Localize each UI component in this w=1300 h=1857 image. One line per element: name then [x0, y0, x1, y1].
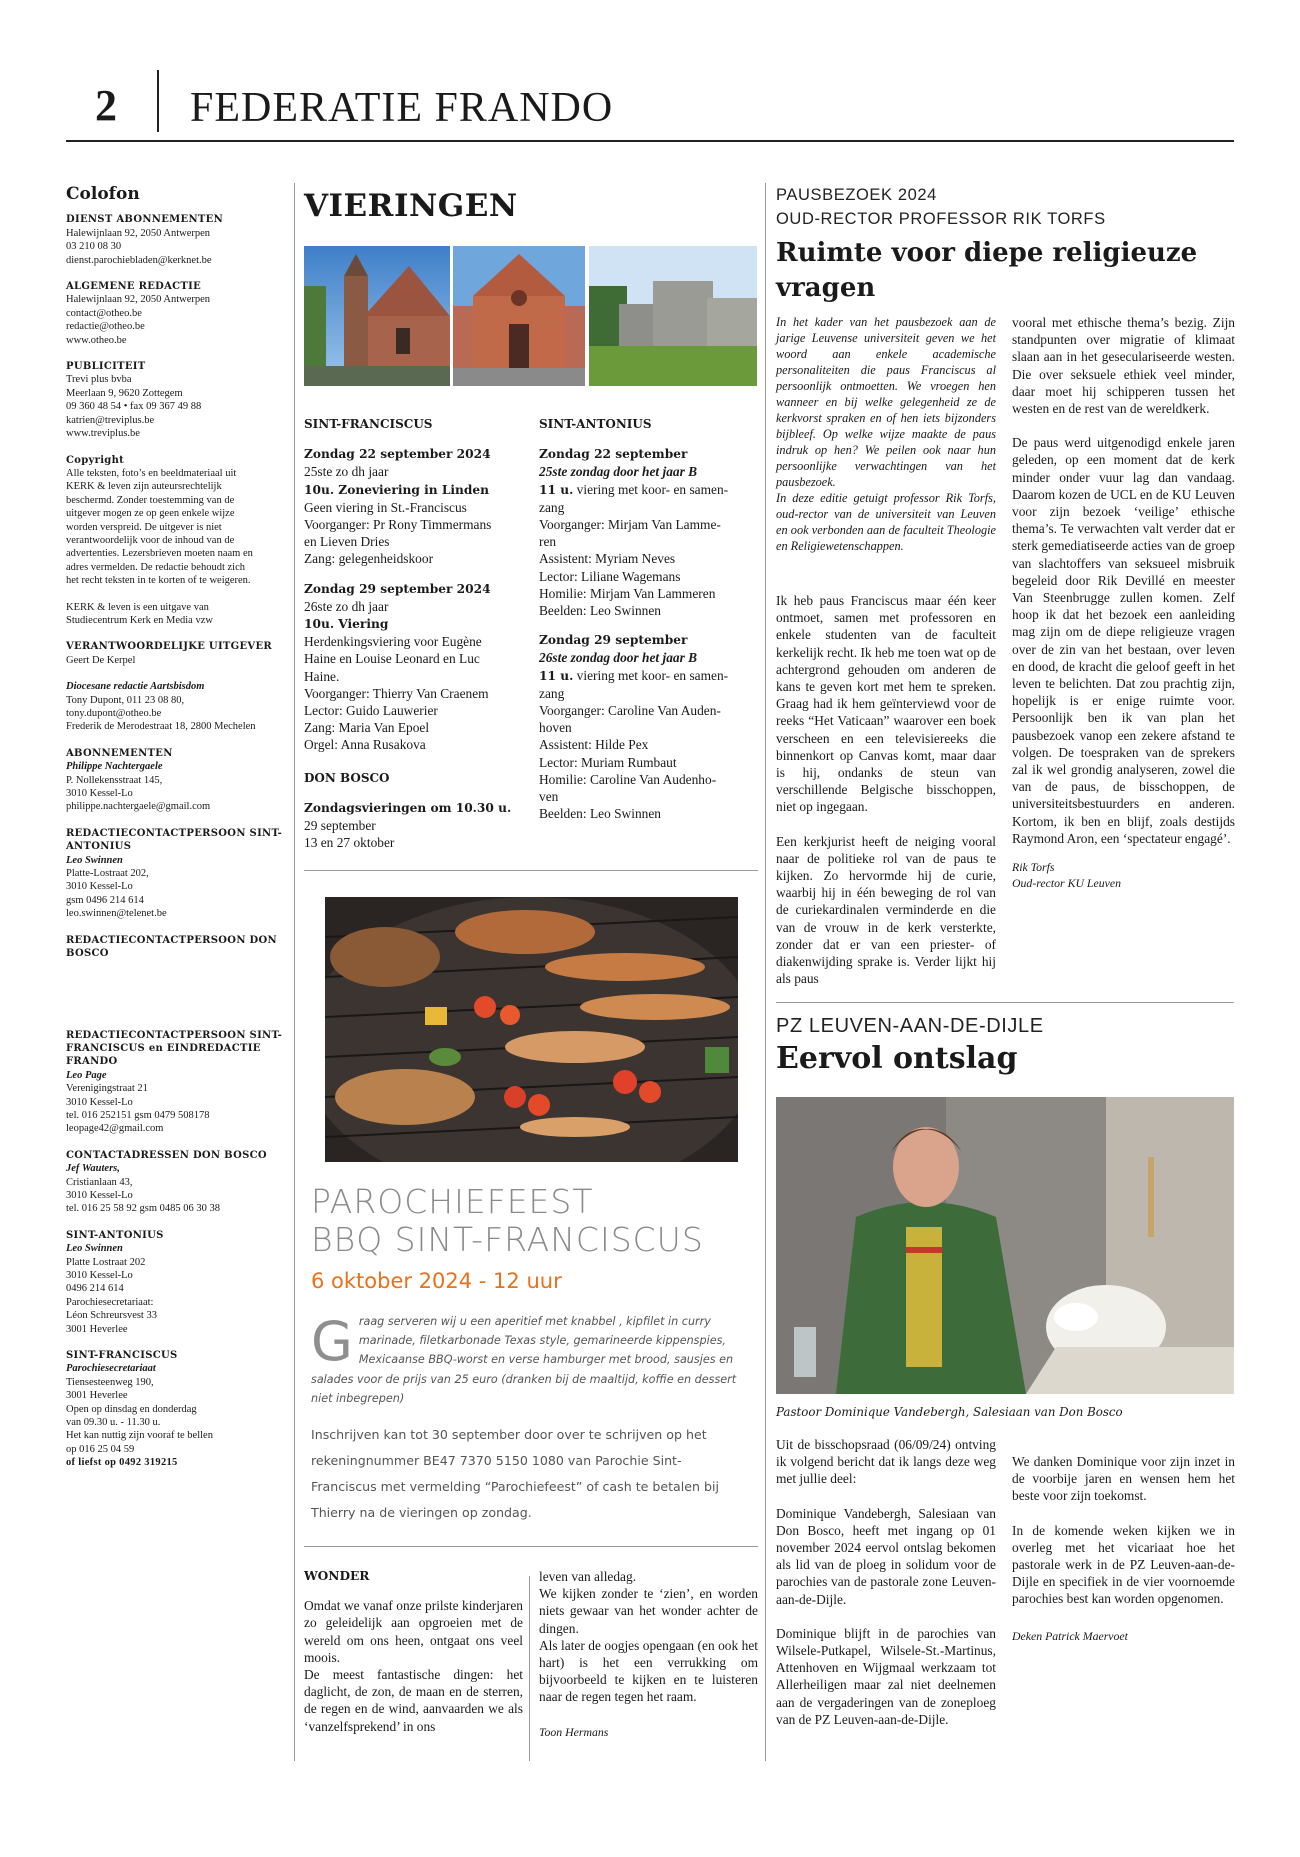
service-line: Geen viering in St.-Franciscus [304, 499, 467, 515]
service-line: Assistent: Hilde Pex [539, 737, 649, 753]
colofon-email[interactable]: philippe.nachtergaele@gmail.com [66, 801, 211, 813]
article-paragraph: Ik heb paus Franciscus maar één keer ontmoet, samen met professoren en enkele studenten van de faculteit kerkelijk recht. Ik heb me toen wat op de achtergrond gehouden om anderen de kans te geven kort met hem te spreken. Graag had ik hem geïnterviewd voor de reeks “Het Vaticaan” waarover een boek verscheen en een televisiereeks die binnenkort op Canvas komt, maar daar is hij, ondanks de steun van verschillende Belgische bisschoppen, niet op ingegaan. [776, 593, 996, 815]
colofon-subhead: Diocesane redactie Aartsbisdom [66, 681, 205, 693]
article-intro: In deze editie getuigt professor Rik Torfs, oud-rector van de universiteit van Leuven en ook verbonden aan de faculteit Theologie en Religiewetenschappen. [776, 491, 996, 553]
colofon-line: 3010 Kessel-Lo [66, 1270, 133, 1281]
colofon-line: van 09.30 u. - 11.30 u. [66, 1417, 161, 1429]
colofon-line: Halewijnlaan 92, 2050 Antwerpen [66, 294, 211, 306]
column-divider-left [294, 183, 295, 1761]
colofon-line: tel. 016 252151 gsm 0479 508178 [66, 1109, 210, 1121]
ontslag-col2 [1012, 1453, 1235, 1644]
colofon-block [66, 454, 286, 588]
colofon-person: Leo Swinnen [66, 854, 123, 866]
colofon-line: 0496 214 614 [66, 1283, 124, 1295]
bbq-date: 6 oktober 2024 - 12 uur [311, 1269, 562, 1293]
colofon-line: P. Nollekensstraat 145, [66, 774, 163, 786]
page-number: 2 [95, 81, 117, 130]
colofon-block [66, 747, 286, 814]
colofon-email[interactable]: redactie@otheo.be [66, 321, 145, 333]
colofon-block [66, 360, 286, 440]
service-line: 26ste zo dh jaar [304, 598, 389, 614]
service-line: ven [539, 789, 559, 805]
service-line: Voorganger: Caroline Van Auden- [539, 703, 721, 719]
article-col2 [1012, 314, 1235, 891]
bbq-title-line2: BBQ SINT-FRANCISCUS [311, 1220, 704, 1259]
service-line: 25ste zo dh jaar [304, 464, 389, 480]
colofon-line: het recht teksten in te korten of te weigeren. [66, 575, 251, 587]
service-line: 29 september [304, 818, 376, 834]
colofon-line: 3010 Kessel-Lo [66, 1096, 133, 1108]
service-line: zang [539, 685, 565, 701]
church-photos [304, 246, 757, 386]
colofon-email[interactable]: dienst.parochiebladen@kerknet.be [66, 254, 212, 266]
service-line: Voorganger: Pr Rony Timmermans [304, 517, 492, 533]
service-date: Zondag 22 september 2024 [304, 447, 491, 462]
service-line: ren [539, 534, 557, 550]
service-block [304, 799, 523, 852]
service-line: Voorganger: Mirjam Van Lamme- [539, 517, 721, 533]
service-time: 11 u. [539, 668, 574, 683]
service-line: Zang: gelegenheidskoor [304, 551, 434, 567]
service-line: Haine en Louise Leonard en Luc [304, 651, 480, 667]
section-rule [304, 1546, 758, 1547]
bbq-registration: Inschrijven kan tot 30 september door over te schrijven op het rekeningnummer BE47 7370 5150 1080 van Parochie Sint-Franciscus met vermelding “Parochiefeest” of cash te betalen bij Thierry na de vieringen op zondag. [311, 1427, 719, 1520]
colofon-line: 3010 Kessel-Lo [66, 788, 133, 800]
wonder-title: WONDER [304, 1569, 370, 1583]
colofon-line: KERK & leven zijn auteursrechtelijk [66, 481, 222, 493]
service-line: viering met koor- en samen- [576, 667, 729, 683]
colofon-head: REDACTIECONTACTPERSOON DON BOSCO [66, 934, 277, 960]
colofon-line: Parochiesecretariaat: [66, 1296, 154, 1308]
colofon-person: Parochiesecretariaat [66, 1363, 156, 1375]
colofon-line: worden verspreid. De uitgever is niet [66, 521, 222, 533]
wonder-text: Omdat we vanaf onze prilste kinderjaren zo geleidelijk aan opgroeien met de wereld om ons heen, ontgaat ons veel moois. [304, 1598, 523, 1665]
colofon-head: ABONNEMENTEN [66, 747, 173, 759]
colofon-line: Trevi plus bvba [66, 374, 132, 386]
colofon-email[interactable]: contact@otheo.be [66, 307, 142, 319]
colofon-person: Philippe Nachtergaele [66, 761, 163, 773]
article-kicker: OUD-RECTOR PROFESSOR RIK TORFS [776, 210, 1106, 228]
colofon [66, 184, 286, 1483]
colofon-line: Tony Dupont, 011 23 08 80, [66, 694, 185, 706]
article-title: Eervol ontslag [776, 1041, 1018, 1076]
colofon-email[interactable]: leo.swinnen@telenet.be [66, 908, 167, 920]
service-line: Assistent: Myriam Neves [539, 551, 676, 567]
service-date: Zondag 29 september [539, 633, 688, 648]
service-line: Homilie: Mirjam Van Lammeren [539, 585, 716, 601]
schedule-franciscus [304, 416, 523, 863]
colofon-line: verantwoordelijk voor de inhoud van de [66, 534, 235, 546]
vieringen-title: VIERINGEN [304, 188, 518, 224]
colofon-line: uitgever mogen ze op geen enkele wijze [66, 508, 235, 520]
colofon-block [66, 213, 286, 267]
colofon-head: PUBLICITEIT [66, 361, 146, 373]
colofon-line: 03 210 08 30 [66, 241, 122, 253]
article-paragraph: De paus werd uitgenodigd enkele jaren geleden, op een moment dat de kerk minder onder vuur lag dan vandaag. Daarom kozen de UCL en de KU Leuven voor zijn bezoek ‘veilige’ ethische thema’s. Te verwachten valt verder dat er sterk gemediatiseerde acties van de groep van slachtoffers van seksueel misbruik begeleid door Rik Devillé en meester Van Steenbrugge zullen komen. Zelf hoop ik dat het bezoek een aanleiding mag zijn om de diepe religieuze vragen over de zin van het bestaan, over leven en dood, de kracht die geloof geeft in het leven te belichten. Dat zou prachtig zijn, hopelijk is er enige ruimte voor. Persoonlijk ben ik van plan het pausbezoek vanop een zekere afstand te volgen. De toespraken van de sprekers zal ik wel grondig analyseren, zowel die van de paus, de bisschoppen, de universiteitsbestuurders en anderen. Kortom, ik ben en blijf, zoals destijds Raymond Aron, een ‘spectateur engagé’. [1012, 435, 1235, 846]
colofon-email[interactable]: tony.dupont@otheo.be [66, 708, 162, 719]
wonder-col1 [304, 1568, 523, 1735]
service-line: Beelden: Leo Swinnen [539, 603, 661, 619]
colofon-line: Studiecentrum Kerk en Media vzw [66, 614, 213, 626]
header-rule [66, 140, 1234, 142]
colofon-email[interactable]: katrien@treviplus.be [66, 414, 155, 426]
service-sunday: 26ste zondag door het jaar B [539, 650, 698, 666]
colofon-block [66, 640, 286, 667]
article-paragraph: Uit de bisschopsraad (06/09/24) ontving ik volgend bericht dat ik langs deze weg met jullie deel: [776, 1437, 996, 1487]
church-photo-donbosco [589, 246, 757, 386]
service-block [304, 445, 523, 567]
colofon-email[interactable]: leopage42@gmail.com [66, 1123, 164, 1135]
service-sunday: 25ste zondag door het jaar B [539, 464, 698, 480]
colofon-block [66, 1029, 286, 1136]
article-signature-role: Oud-rector KU Leuven [1012, 876, 1121, 891]
ontslag-col1 [776, 1436, 996, 1728]
service-line: Lector: Liliane Wagemans [539, 568, 681, 584]
priest-photo [776, 1097, 1234, 1394]
drop-cap: G [311, 1310, 353, 1373]
parish-heading: DON BOSCO [304, 770, 390, 785]
colofon-person: Jef Wauters, [66, 1163, 120, 1175]
colofon-line: adres vermelden. De redactie behoudt zich [66, 561, 245, 573]
colofon-head: VERANTWOORDELIJKE UITGEVER [66, 641, 273, 653]
colofon-line: Cristianlaan 43, [66, 1176, 133, 1188]
service-line: hoven [539, 720, 572, 736]
colofon-line: 3001 Heverlee [66, 1323, 128, 1335]
bbq-body-text: raag serveren wij u een aperitief met knabbel , kipfilet in curry marinade, filetkarbonade Texas style, gemarineerde kippenspies, Mexicaanse BBQ-worst en verse hamburger met brood, sausjes en salades voor de prijs van 25 euro (dranken bij de maaltijd, koffie en dessert niet inbegrepen) [311, 1315, 737, 1405]
colofon-head: REDACTIECONTACTPERSOON SINT-ANTONIUS [66, 827, 283, 853]
service-line: Herdenkingsviering voor Eugène [304, 634, 482, 650]
service-line: en Lieven Dries [304, 534, 390, 550]
wonder-col2 [539, 1568, 758, 1740]
colofon-line: beschermd. Zonder toestemming van de [66, 494, 235, 506]
service-time: 10u. Zoneviering in Linden [304, 482, 490, 497]
colofon-line: gsm 0496 214 614 [66, 894, 144, 906]
colofon-line: Meerlaan 9, 9620 Zottegem [66, 387, 183, 399]
article-paragraph: vooral met ethische thema’s bezig. Zijn standpunten over migratie of klimaat slaan aan in het geseculariseerde westen. Die over seksuele ethiek veel minder, daar moet hij schipperen tussen het westen en de rest van de wereldkerk. [1012, 315, 1235, 417]
parish-heading: SINT-FRANCISCUS [304, 417, 433, 431]
article-paragraph: Dominique Vandebergh, Salesiaan van Don Bosco, heeft met ingang op 01 november 2024 eervol ontslag bekomen als lid van de ploeg in solidum voor de parochies van de pastorale zone Leuven-aan-de-Dijle. [776, 1505, 996, 1607]
colofon-line: Open op dinsdag en donderdag [66, 1403, 197, 1415]
article-signature: Rik Torfs [1012, 860, 1055, 875]
colofon-head: Copyright [66, 454, 125, 466]
service-line: Lector: Muriam Rumbaut [539, 754, 677, 770]
article-paragraph: Een kerkjurist heeft de neiging vooral naar de politieke rol van de paus te kijken. Zo hervormde hij de curie, waarbij hij in één beweging de rol van de curiekardinalen verminderde en die van de vrouw in de kerk versterkte, zonder dat er van een priester- of diakenwijding sprake is. Verder lijkt hij als paus [776, 833, 996, 987]
colofon-line: 3010 Kessel-Lo [66, 881, 133, 893]
service-date: Zondag 29 september 2024 [304, 581, 491, 596]
article-paragraph: We danken Dominique voor zijn inzet in de voorbije jaren en wensen hem het beste voor zijn toekomst. [1012, 1454, 1235, 1504]
colofon-block [66, 601, 286, 628]
service-time: 11 u. [539, 482, 574, 497]
colofon-line: 3010 Kessel-Lo [66, 1189, 133, 1201]
wonder-text: leven van alledag. [539, 1569, 637, 1584]
colofon-link[interactable]: www.otheo.be [66, 334, 127, 346]
colofon-block [66, 934, 286, 961]
colofon-head: SINT-ANTONIUS [66, 1229, 164, 1241]
wonder-author: Toon Hermans [539, 1724, 609, 1739]
wonder-text: We kijken zonder te ‘zien’, en worden niets gewaar van het wonder achter de dingen. [539, 1586, 758, 1636]
colofon-line: 09 360 48 54 • fax 09 367 49 88 [66, 401, 202, 413]
colofon-line: Alle teksten, foto’s en beeldmateriaal uit [66, 467, 237, 479]
colofon-head: ALGEMENE REDACTIE [66, 281, 202, 293]
article-title: Ruimte voor diepe religieuze vragen [776, 238, 1198, 303]
colofon-line: Geert De Kerpel [66, 654, 136, 666]
colofon-line: KERK & leven is een uitgave van [66, 601, 209, 613]
article-paragraph: In de komende weken kijken we in overleg met het vicariaat hoe het pastorale werk in de PZ Leuven-aan-de-Dijle en specifiek in de vier voornoemde parochies best kan worden opgenomen. [1012, 1522, 1235, 1607]
parish-heading: SINT-ANTONIUS [539, 417, 652, 431]
wonder-text: De meest fantastische dingen: het daglicht, de zon, de maan en de sterren, de regen en de wind, aanvaarden we als ‘vanzelfsprekend’ in ons [304, 1667, 523, 1734]
colofon-line: 3001 Heverlee [66, 1390, 128, 1402]
service-block [539, 631, 758, 822]
colofon-head: REDACTIECONTACTPERSOON SINT-FRANCISCUS en EINDREDACTIE FRANDO [66, 1029, 283, 1068]
colofon-link[interactable]: www.treviplus.be [66, 428, 140, 440]
service-line: Voorganger: Thierry Van Craenem [304, 685, 489, 701]
colofon-line: Frederik de Merodestraat 18, 2800 Mechelen [66, 721, 256, 733]
colofon-block [66, 1149, 286, 1216]
article-kicker: PZ LEUVEN-AAN-DE-DIJLE [776, 1015, 1044, 1037]
section-rule [304, 870, 758, 871]
colofon-block [66, 1349, 286, 1470]
colofon-head: SINT-FRANCISCUS [66, 1350, 178, 1362]
colofon-line: Léon Schreursvest 33 [66, 1310, 157, 1322]
schedule-antonius [539, 416, 758, 834]
colofon-line: advertenties. Lezersbrieven moeten naam en [66, 548, 253, 560]
bbq-title [311, 1183, 704, 1259]
service-line: Homilie: Caroline Van Audenho- [539, 771, 717, 787]
service-line: Beelden: Leo Swinnen [539, 806, 661, 822]
colofon-block [66, 1229, 286, 1336]
service-line: Zang: Maria Van Epoel [304, 720, 430, 736]
article-signature: Deken Patrick Maervoet [1012, 1628, 1128, 1643]
colofon-line: of liefst op 0492 319215 [66, 1457, 178, 1469]
service-date: Zondag 22 september [539, 447, 688, 462]
article-kicker: PAUSBEZOEK 2024 [776, 186, 937, 204]
colofon-person: Leo Swinnen [66, 1243, 123, 1255]
section-rule [776, 1002, 1234, 1003]
service-line: 13 en 27 oktober [304, 835, 395, 851]
colofon-person: Leo Page [66, 1069, 107, 1081]
colofon-block [66, 827, 286, 921]
service-time: 10u. Viering [304, 617, 389, 632]
bbq-photo [325, 897, 738, 1162]
header-separator [157, 70, 159, 132]
colofon-line: op 016 25 04 59 [66, 1443, 135, 1455]
column-divider-right [765, 183, 766, 1761]
service-block [304, 580, 523, 754]
church-photo-franciscus [304, 246, 450, 386]
service-line: Orgel: Anna Rusakova [304, 737, 426, 753]
wonder-divider [529, 1576, 530, 1761]
colofon-line: Platte Lostraat 202 [66, 1256, 146, 1268]
colofon-line: Tiensesteenweg 190, [66, 1376, 154, 1388]
service-line: Lector: Guido Lauwerier [304, 703, 438, 719]
service-line: viering met koor- en samen- [576, 481, 729, 497]
church-photo-antonius [453, 246, 585, 386]
photo-caption: Pastoor Dominique Vandebergh, Salesiaan van Don Bosco [776, 1405, 1123, 1419]
colofon-line: Verenigingstraat 21 [66, 1083, 148, 1095]
article-paragraph: Dominique blijft in de parochies van Wilsele-Putkapel, Wilsele-St.-Martinus, Attenhoven en Wijgmaal werkzaam tot Allerheiligen maar zal niet deelnemen aan de vergaderingen van de zoneploeg van de PZ Leuven-aan-de-Dijle. [776, 1625, 996, 1727]
service-block [539, 445, 758, 619]
article-col1 [776, 314, 996, 987]
service-line: zang [539, 499, 565, 515]
bbq-title-line1: PAROCHIEFEEST [311, 1182, 594, 1221]
colofon-line: tel. 016 25 58 92 gsm 0485 06 30 38 [66, 1203, 220, 1215]
colofon-head: CONTACTADRESSEN DON BOSCO [66, 1149, 267, 1161]
publication-title: FEDERATIE FRANDO [190, 85, 614, 131]
colofon-block [66, 680, 286, 734]
colofon-title: Colofon [66, 184, 140, 204]
service-date: Zondagsvieringen om 10.30 u. [304, 800, 512, 815]
service-line: Haine. [304, 668, 340, 684]
colofon-block [66, 280, 286, 347]
colofon-line: Halewijnlaan 92, 2050 Antwerpen [66, 227, 211, 239]
colofon-head: DIENST ABONNEMENTEN [66, 214, 224, 226]
colofon-line: Platte-Lostraat 202, [66, 868, 149, 880]
wonder-text: Als later de oogjes opengaan (en ook het hart) is het een verrukking om bijvoorbeeld te kijken en te luisteren naar de regen tegen het raam. [539, 1637, 758, 1705]
colofon-line: Het kan nuttig zijn vooraf te bellen [66, 1430, 213, 1442]
article-intro: In het kader van het pausbezoek aan de jarige Leuvense universiteit geven we het woord aan enkele academische personaliteiten die paus Franciscus al persoonlijk ontmoetten. We vroegen hen wanneer en bij welke gelegenheid ze de kerkvorst spraken en of hen iets bijzonders bijbleef. Op welke wijze maakte de paus indruk op hen? We peilen ook naar hun persoonlijke verwachtingen van het pausbezoek. [776, 315, 996, 489]
bbq-description [311, 1312, 741, 1408]
